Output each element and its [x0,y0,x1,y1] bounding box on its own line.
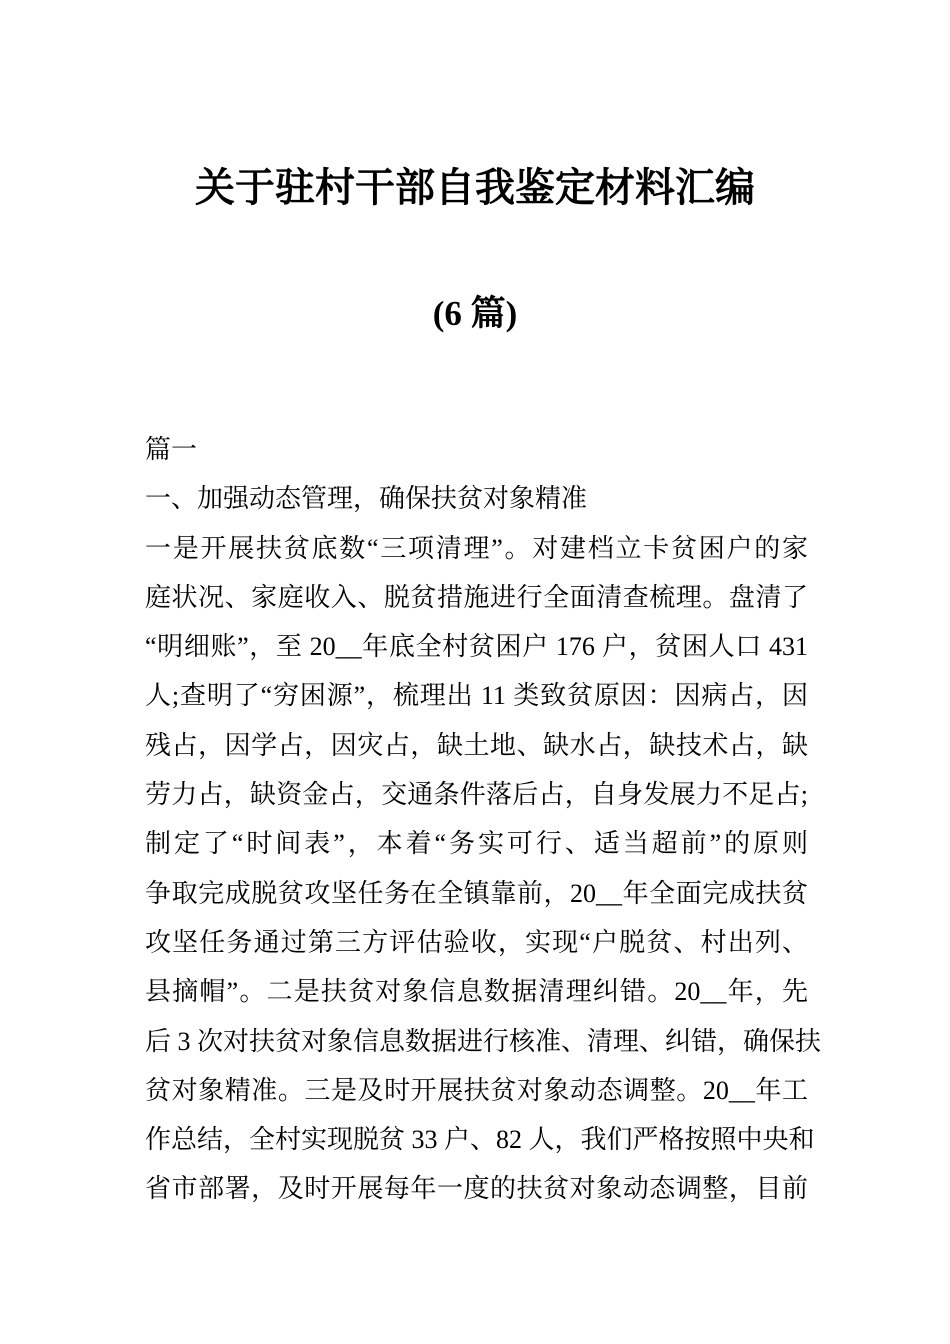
text-line: 劳力占，缺资金占，交通条件落后占，自身发展力不足占; [145,780,808,810]
text-line: 一、加强动态管理，确保扶贫对象精准 [145,484,588,514]
text-line: 后 3 次对扶贫对象信息数据进行核准、清理、纠错，确保扶 [145,1026,822,1056]
document-title: 关于驻村干部自我鉴定材料汇编 [195,165,755,210]
text-line: 篇一 [145,435,198,464]
text-line: 县摘帽”。二是扶贫对象信息数据清理纠错。20__年，先 [145,977,808,1007]
text-line: 庭状况、家庭收入、脱贫措施进行全面清查梳理。盘清了 [145,582,808,612]
text-line: 省市部署，及时开展每年一度的扶贫对象动态调整，目前 [145,1174,808,1204]
text-line: 作总结，全村实现脱贫 33 户、82 人，我们严格按照中央和 [145,1125,815,1155]
text-line: 残占，因学占，因灾占，缺土地、缺水占，缺技术占，缺 [145,730,808,760]
document-subtitle: (6 篇) [432,294,518,333]
text-line: 制定了“时间表”，本着“务实可行、适当超前”的原则 [145,829,808,859]
text-line: 攻坚任务通过第三方评估验收，实现“户脱贫、村出列、 [145,927,808,957]
text-line: 一是开展扶贫底数“三项清理”。对建档立卡贫困户的家 [145,533,808,563]
document-body [145,425,822,1214]
text-line: 贫对象精准。三是及时开展扶贫对象动态调整。20__年工 [145,1075,808,1105]
text-line: 人;查明了“穷困源”，梳理出 11 类致贫原因：因病占，因 [145,681,808,711]
text-line: 争取完成脱贫攻坚任务在全镇靠前，20__年全面完成扶贫 [145,878,808,908]
text-line: “明细账”，至 20__年底全村贫困户 176 户，贫困人口 431 [145,632,808,662]
